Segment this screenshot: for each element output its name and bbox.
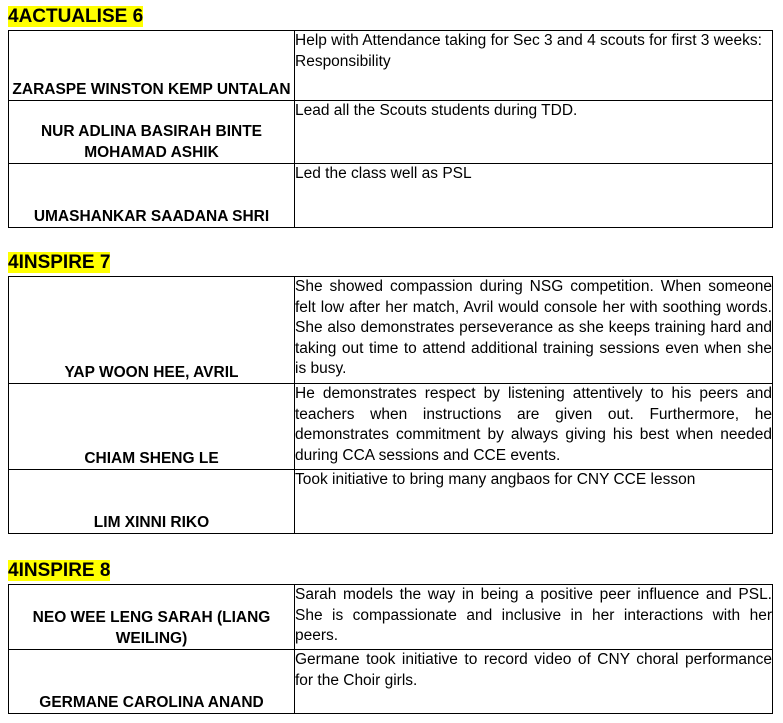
student-name: UMASHANKAR SAADANA SHRI [9, 164, 295, 228]
student-description: Germane took initiative to record video of CNY choral performance for the Choir girls. [295, 650, 773, 714]
student-name: LIM XINNI RIKO [9, 470, 295, 534]
table-row [9, 650, 773, 714]
student-name: NEO WEE LENG SARAH (LIANG WEILING) [9, 585, 295, 650]
table-row [9, 164, 773, 228]
section-title-text: 4INSPIRE 7 [8, 252, 111, 273]
table-row [9, 470, 773, 534]
student-name: YAP WOON HEE, AVRIL [9, 277, 295, 384]
table-4actualise-6 [8, 30, 773, 228]
table-4inspire-7 [8, 276, 773, 534]
student-name: ZARASPE WINSTON KEMP UNTALAN [9, 31, 295, 101]
student-name: CHIAM SHENG LE [9, 384, 295, 470]
student-description: Help with Attendance taking for Sec 3 and 4 scouts for first 3 weeks: Responsibility [295, 31, 773, 101]
student-description: Led the class well as PSL [295, 164, 773, 228]
table-row [9, 277, 773, 384]
table-row [9, 585, 773, 650]
section-title-4inspire-7 [8, 252, 110, 274]
table-row [9, 31, 773, 101]
student-description: Took initiative to bring many angbaos for CNY CCE lesson [295, 470, 773, 534]
student-description: She showed compassion during NSG competition. When someone felt low after her match, Avril would console her with soothing words. She also demonstrates perseverance as she keeps training hard and taking out time to attend additional training sessions even when she is busy. [295, 277, 773, 384]
section-title-4actualise-6 [8, 6, 143, 28]
table-row [9, 384, 773, 470]
student-name: NUR ADLINA BASIRAH BINTE MOHAMAD ASHIK [9, 101, 295, 164]
student-description: Sarah models the way in being a positive peer influence and PSL. She is compassionate and inclusive in her interactions with her peers. [295, 585, 773, 650]
section-title-4inspire-8 [8, 560, 110, 582]
table-4inspire-8 [8, 584, 773, 714]
section-title-text: 4INSPIRE 8 [8, 560, 111, 581]
table-row [9, 101, 773, 164]
student-description: He demonstrates respect by listening attentively to his peers and teachers when instructions are given out. Furthermore, he demonstrates commitment by always giving his best when needed during CCA sessions and CCE events. [295, 384, 773, 470]
section-title-text: 4ACTUALISE 6 [8, 6, 144, 27]
student-name: GERMANE CAROLINA ANAND [9, 650, 295, 714]
student-description: Lead all the Scouts students during TDD. [295, 101, 773, 164]
